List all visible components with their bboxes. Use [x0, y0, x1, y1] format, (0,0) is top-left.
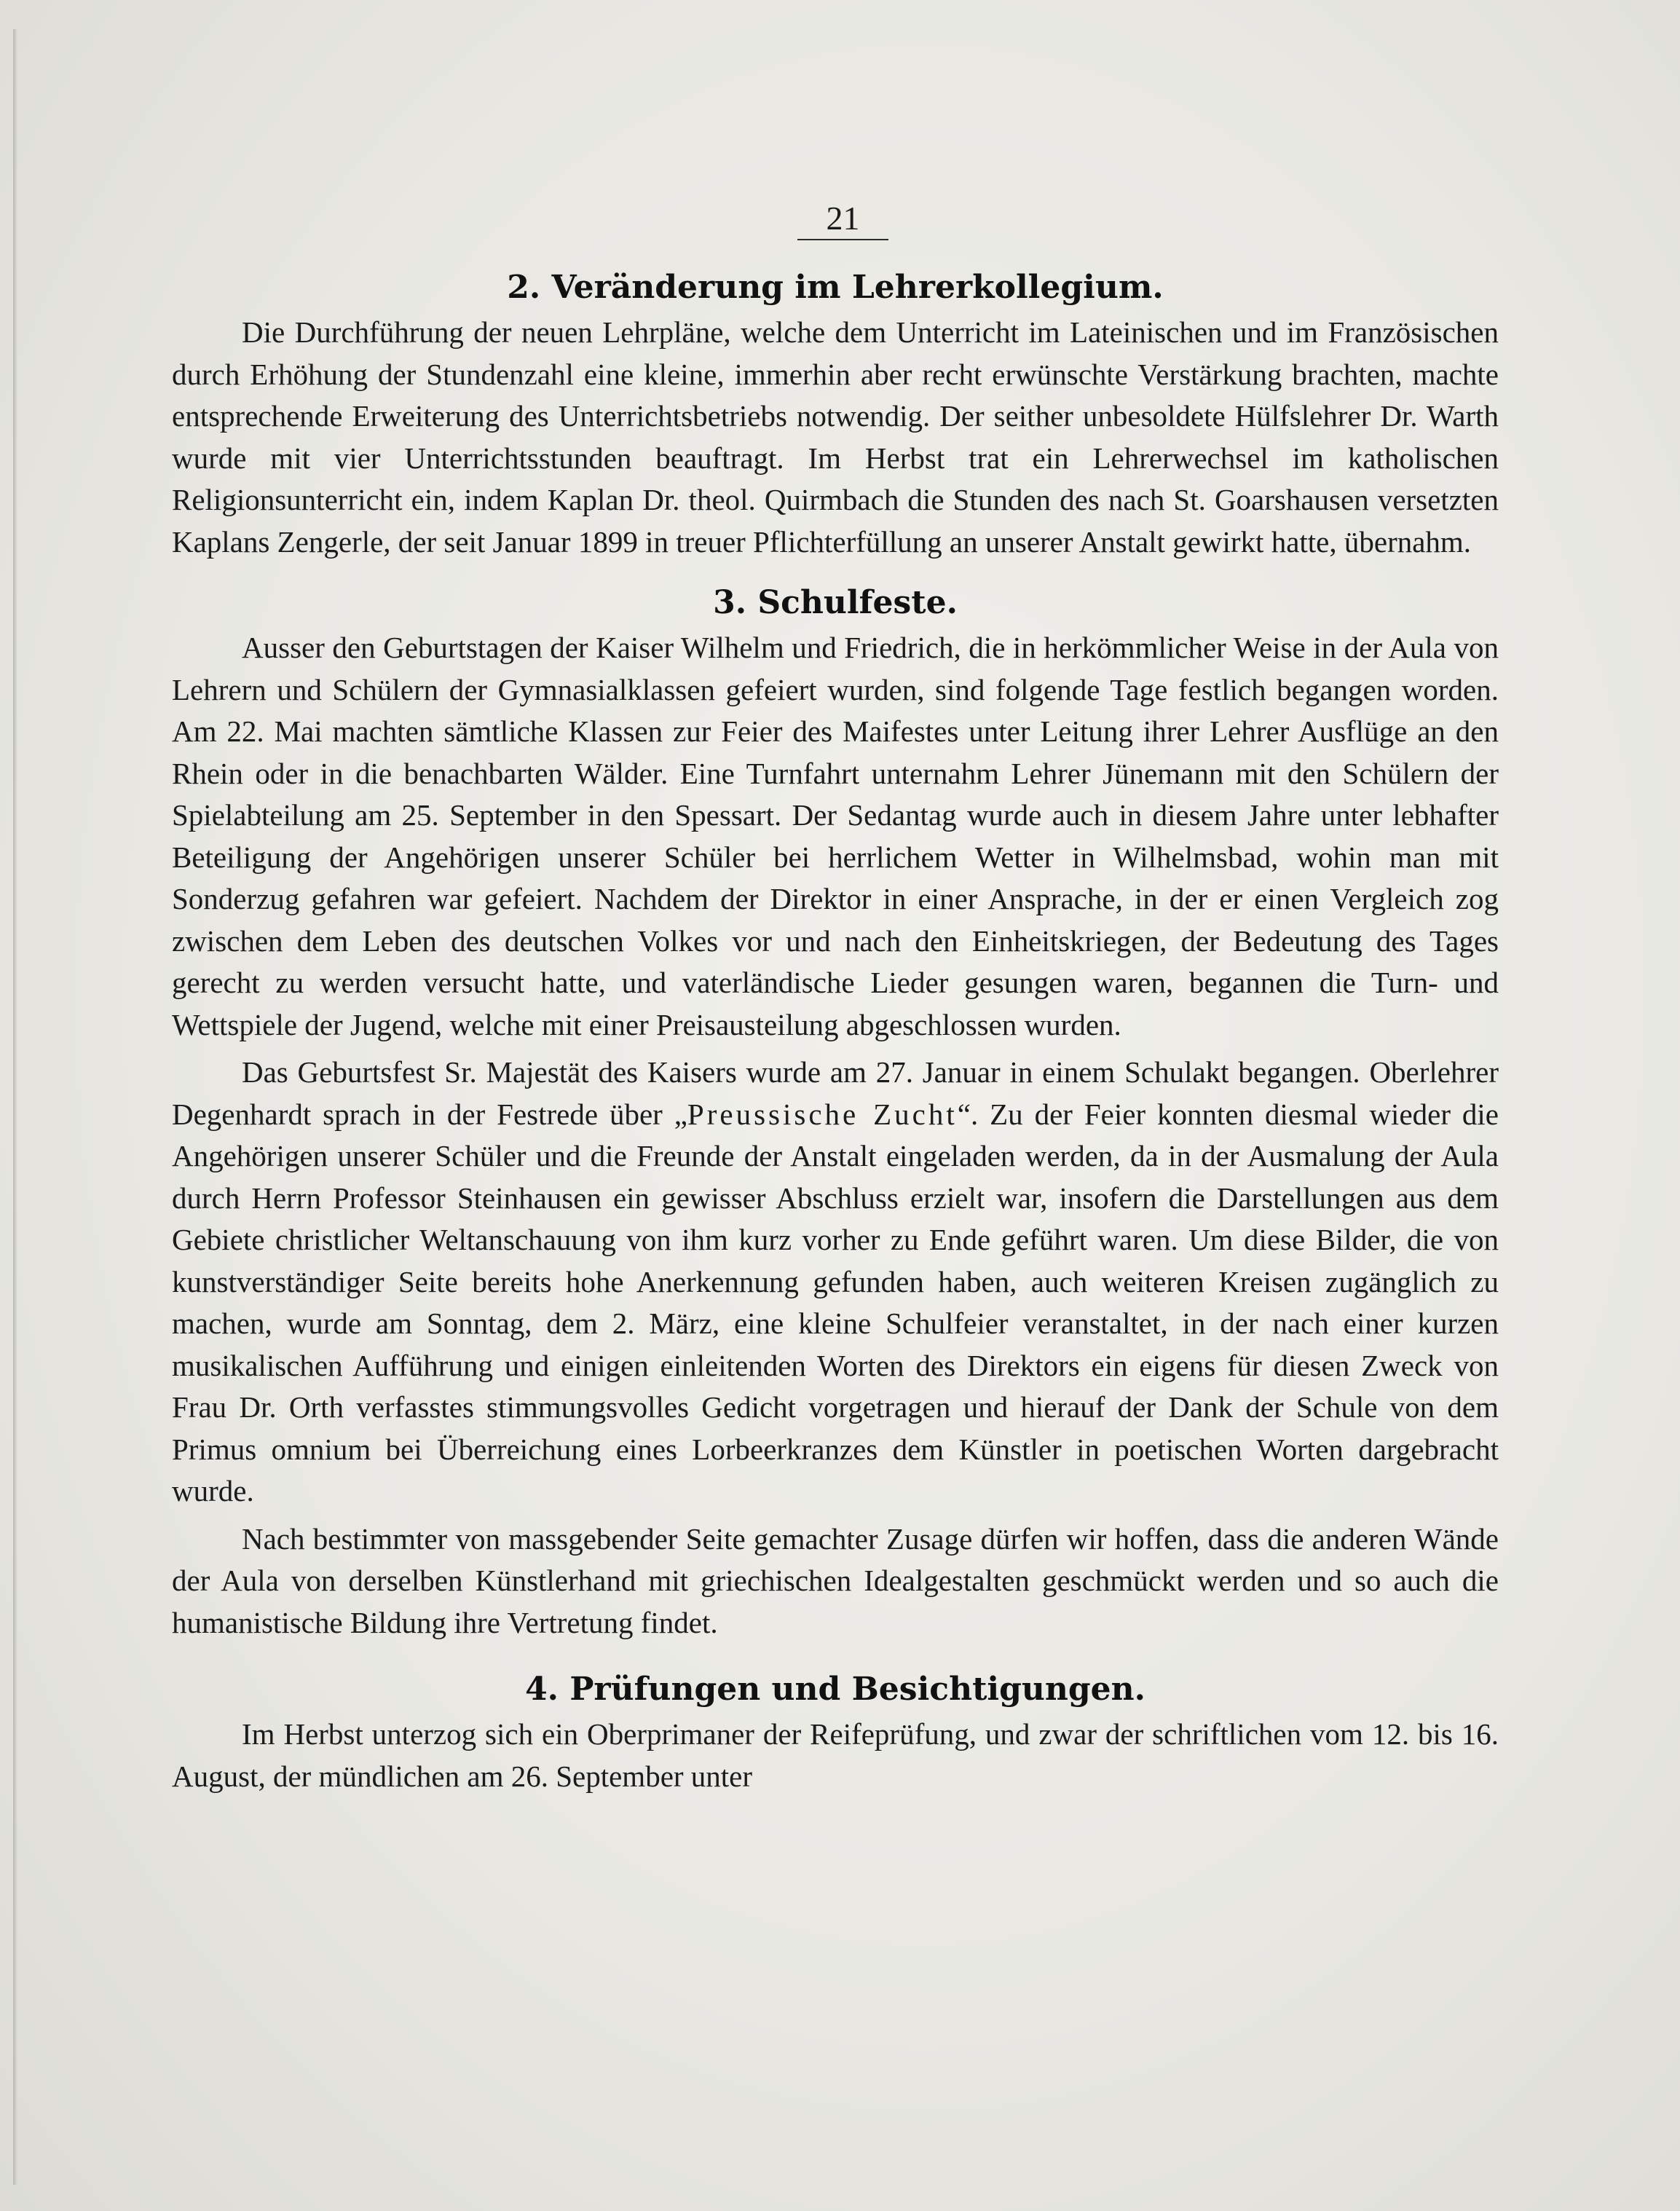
paragraph-school-festivals: Ausser den Geburtstagen der Kaiser Wilhelm und Friedrich, die in herkömmlicher Weise in der Aula von Lehrern und Schülern der Gymnasialklassen gefeiert wurden, sind folgende Tage festlich begangen worden. Am 22. Mai machten sämtliche Klassen zur Feier des Maifestes unter Leitung ihrer Lehrer Ausflüge an den Rhein oder in die benachbarten Wälder. Eine Turnfahrt unternahm Lehrer Jünemann mit den Schülern der Spielabteilung am 25. September in den Spessart. Der Sedantag wurde auch in diesem Jahre unter lebhafter Beteiligung der Angehörigen unserer Schüler bei herrlichem Wetter in Wilhelmsbad, wohin man mit Sonderzug gefahren war gefeiert. Nachdem der Direktor in einer Ansprache, in der er einen Vergleich zog zwischen dem Leben des deutschen Volkes vor und nach den Einheitskriegen, der Bedeutung des Tages gerecht zu werden versucht hatte, und vaterländische Lieder gesungen waren, begannen die Turn- und Wettspiele der Jugend, welche mit einer Preisausteilung abgeschlossen wurden. [172, 631, 1499, 1041]
heading-section-3: 3. Schulfeste. [713, 584, 958, 621]
paragraph-aula-walls: Nach bestimmter von massgebender Seite gemachter Zusage dürfen wir hoffen, dass die anderen Wände der Aula von derselben Künstlerhand mit griechischen Idealgestalten geschmückt werden und so auch die humanistische Bildung ihre Vertretung findet. [172, 1521, 1499, 1639]
paragraph-emperor-birthday-start: Das Geburtsfest Sr. Majestät des Kaisers wurde am 27. Januar in einem Schulakt begangen. Oberlehrer Degenhardt sprach in der Festrede über „ [172, 1055, 1499, 1131]
paragraph-emperor-birthday [172, 1052, 1499, 1513]
page-number: 21 [797, 198, 888, 240]
heading-section-2: 2. Veränderung im Lehrerkollegium. [507, 269, 1164, 306]
paragraph-examinations: Im Herbst unterzog sich ein Oberprimaner der Reifeprüfung, und zwar der schriftlichen vom 12. bis 16. August, der mündlichen am 26. September unter [172, 1717, 1499, 1793]
heading-section-4: 4. Prüfungen und Besichtigungen. [525, 1671, 1145, 1708]
paragraph-teaching-staff: Die Durchführung der neuen Lehrpläne, welche dem Unterricht im Lateinischen und im Französischen durch Erhöhung der Stundenzahl eine kleine, immerhin aber recht erwünschte Verstärkung brachten, machte entsprechende Erweiterung des Unterrichtsbetriebs notwendig. Der seither unbesoldete Hülfslehrer Dr. Warth wurde mit vier Unterrichtsstunden beauftragt. Im Herbst trat ein Lehrerwechsel im katholischen Religionsunterricht ein, indem Kaplan Dr. theol. Quirmbach die Stunden des nach St. Goarshausen versetzten Kaplans Zengerle, der seit Januar 1899 in treuer Pflichterfüllung an unserer Anstalt gewirkt hatte, übernahm. [172, 315, 1499, 559]
paragraph-emperor-birthday-rest: “. Zu der Feier konnten diesmal wieder die Angehörigen unserer Schüler und die Freunde der Anstalt eingeladen werden, da in der Ausmalung der Aula durch Herrn Professor Steinhausen ein gewisser Abschluss erzielt war, insofern die Darstellungen aus dem Gebiete christlicher Weltanschauung von ihm kurz vorher zu Ende geführt waren. Um diese Bilder, die von kunstverständiger Seite bereits hohe Anerkennung gefunden haben, auch weiteren Kreisen zugänglich zu machen, wurde am Sonntag, dem 2. März, eine kleine Schulfeier veranstaltet, in der nach einer kurzen musikalischen Aufführung und einigen einleitenden Worten des Direktors ein eigens für diesen Zweck von Frau Dr. Orth verfasstes stimmungsvolles Gedicht vorgetragen und hierauf der Dank der Schule von dem Primus omnium bei Überreichung eines Lorbeerkranzes dem Künstler in poetischen Worten dargebracht wurde. [172, 1097, 1499, 1508]
text-column [172, 264, 1499, 1797]
speech-title: Preussische Zucht [687, 1097, 958, 1131]
